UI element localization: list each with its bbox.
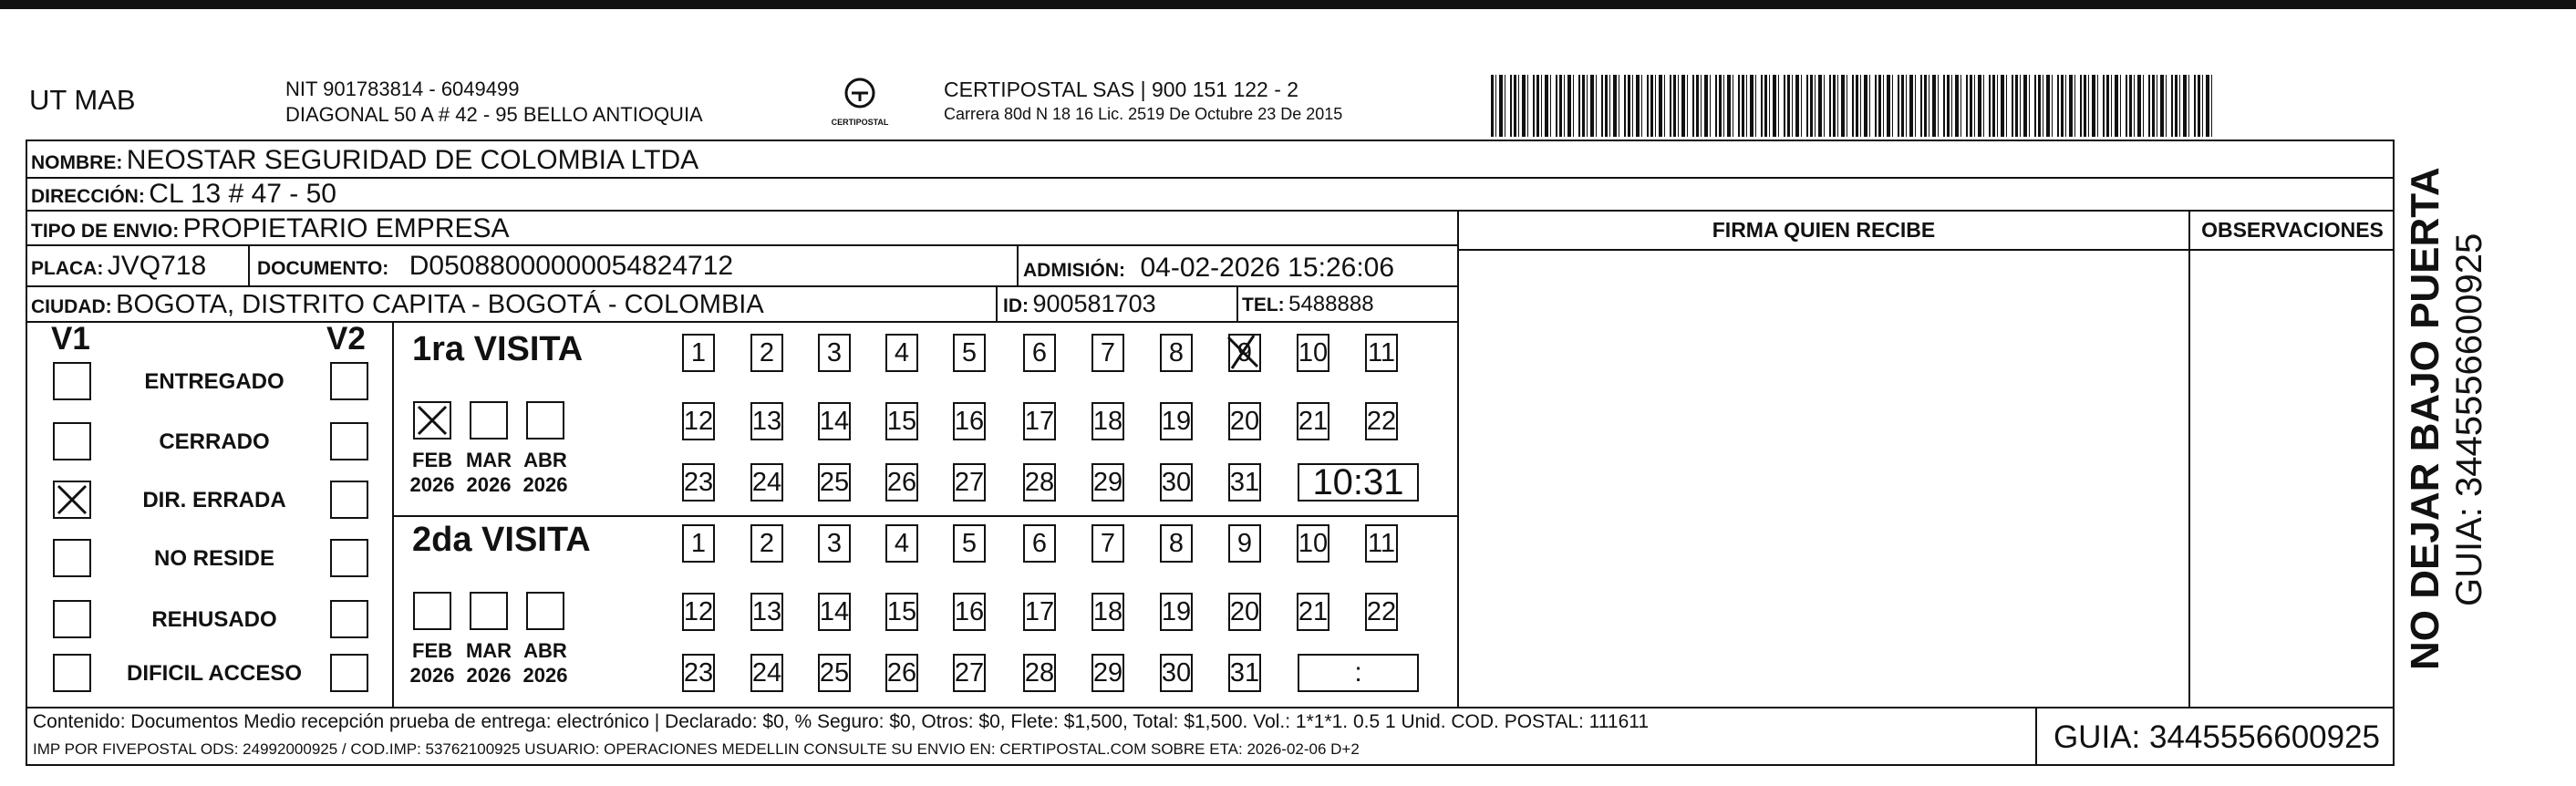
day-cell[interactable]: 17 bbox=[1023, 402, 1056, 440]
day-cell[interactable]: 14 bbox=[818, 402, 851, 440]
v1-checkbox[interactable] bbox=[53, 362, 91, 400]
month-year: 2026 bbox=[466, 664, 512, 687]
imp-text: IMP POR FIVEPOSTAL ODS: 24992000925 / COD.IMP: 53762100925 USUARIO: OPERACIONES MEDELLIN CONSULTE SU ENVIO EN: CERTIPOSTAL.COM SOBRE ETA: 2026-02-06 D+2 bbox=[33, 740, 1360, 758]
col-divider bbox=[2035, 707, 2037, 766]
month-year: 2026 bbox=[409, 473, 455, 496]
row-divider bbox=[26, 285, 1457, 287]
top-edge bbox=[0, 0, 2576, 9]
month-name: FEB bbox=[412, 639, 452, 662]
day-cell[interactable]: 22 bbox=[1365, 593, 1398, 631]
visit-title: 1ra VISITA bbox=[412, 330, 584, 368]
day-cell[interactable]: 25 bbox=[818, 463, 851, 502]
ciudad-value: BOGOTA, DISTRITO CAPITA - BOGOTÁ - COLOMBIA bbox=[116, 290, 764, 319]
day-cell[interactable]: 1 bbox=[682, 334, 715, 372]
tipo-label: TIPO DE ENVIO: bbox=[31, 221, 180, 242]
day-cell[interactable]: 2 bbox=[750, 334, 783, 372]
side-warning: NO DEJAR BAJO PUERTA bbox=[2403, 167, 2447, 670]
month-year: 2026 bbox=[522, 473, 568, 496]
certipostal-logo bbox=[828, 77, 892, 127]
v1-checkbox[interactable] bbox=[53, 422, 91, 460]
day-cell[interactable]: 30 bbox=[1160, 654, 1193, 692]
day-cell[interactable]: 15 bbox=[885, 402, 918, 440]
v1-checkbox[interactable] bbox=[53, 654, 91, 692]
day-cell[interactable]: 23 bbox=[682, 654, 715, 692]
day-cell[interactable]: 24 bbox=[750, 463, 783, 502]
month-label bbox=[460, 448, 518, 497]
day-cell[interactable]: 12 bbox=[682, 593, 715, 631]
id-value: 900581703 bbox=[1032, 290, 1156, 317]
month-checkbox[interactable] bbox=[526, 401, 564, 440]
month-year: 2026 bbox=[466, 473, 512, 496]
visit-divider bbox=[392, 515, 1457, 517]
observations-area[interactable] bbox=[2190, 251, 2393, 705]
v2-checkbox[interactable] bbox=[330, 539, 368, 577]
status-label: DIFICIL ACCESO bbox=[126, 661, 302, 686]
day-cell[interactable]: 22 bbox=[1365, 402, 1398, 440]
tipo-row bbox=[31, 213, 510, 244]
row-divider bbox=[26, 210, 2395, 212]
col-divider bbox=[996, 285, 998, 321]
day-cell[interactable]: 1 bbox=[682, 524, 715, 563]
row-divider bbox=[26, 244, 1457, 246]
observaciones-header: OBSERVACIONES bbox=[2201, 218, 2384, 242]
day-cell[interactable]: 14 bbox=[818, 593, 851, 631]
day-cell[interactable]: 9 bbox=[1228, 524, 1261, 563]
status-label: DIR. ERRADA bbox=[142, 488, 286, 512]
month-label bbox=[516, 448, 574, 497]
v1-checkbox[interactable] bbox=[53, 481, 91, 519]
day-cell[interactable]: 8 bbox=[1160, 334, 1193, 372]
month-year: 2026 bbox=[522, 664, 568, 687]
v1-checkbox[interactable] bbox=[53, 539, 91, 577]
company-name: CERTIPOSTAL SAS | 900 151 122 - 2 bbox=[944, 78, 1299, 101]
row-divider bbox=[26, 321, 1457, 323]
logo-icon bbox=[840, 77, 880, 113]
id-label: ID: bbox=[1003, 295, 1029, 316]
direccion-value: CL 13 # 47 - 50 bbox=[149, 179, 336, 209]
barcode bbox=[1491, 75, 2216, 137]
day-cell[interactable]: 3 bbox=[818, 334, 851, 372]
footer-guia: GUIA: 3445556600925 bbox=[2053, 719, 2381, 755]
day-cell[interactable]: 13 bbox=[750, 593, 783, 631]
tel-label: TEL: bbox=[1242, 295, 1285, 315]
day-cell[interactable]: 6 bbox=[1023, 334, 1056, 372]
day-cell[interactable]: 19 bbox=[1160, 402, 1193, 440]
sender-nit: NIT 901783814 - 6049499 bbox=[285, 78, 520, 100]
company-address: Carrera 80d N 18 16 Lic. 2519 De Octubre 23 De 2015 bbox=[944, 105, 1343, 123]
sender-title: UT MAB bbox=[29, 84, 136, 116]
day-cell[interactable]: 5 bbox=[953, 334, 986, 372]
tel-value: 5488888 bbox=[1288, 292, 1374, 316]
col-divider bbox=[248, 244, 250, 285]
time-field[interactable]: 10:31 bbox=[1298, 463, 1419, 502]
day-cell[interactable]: 29 bbox=[1091, 463, 1124, 502]
documento-row bbox=[257, 251, 733, 282]
v2-checkbox[interactable] bbox=[330, 600, 368, 638]
col-divider bbox=[392, 321, 394, 707]
day-cell[interactable]: 13 bbox=[750, 402, 783, 440]
month-checkbox[interactable] bbox=[470, 592, 508, 630]
day-cell[interactable]: 7 bbox=[1091, 524, 1124, 563]
day-cell[interactable]: 24 bbox=[750, 654, 783, 692]
day-cell[interactable]: 18 bbox=[1091, 593, 1124, 631]
documento-value: D05088000000054824712 bbox=[409, 251, 734, 281]
day-cell[interactable]: 8 bbox=[1160, 524, 1193, 563]
day-cell[interactable]: 21 bbox=[1297, 402, 1329, 440]
visit-title: 2da VISITA bbox=[412, 521, 591, 559]
v2-checkbox[interactable] bbox=[330, 422, 368, 460]
day-cell[interactable]: 16 bbox=[953, 593, 986, 631]
month-name: ABR bbox=[523, 449, 567, 471]
day-cell[interactable]: 12 bbox=[682, 402, 715, 440]
nombre-value: NEOSTAR SEGURIDAD DE COLOMBIA LTDA bbox=[126, 145, 699, 175]
col-divider bbox=[1236, 285, 1238, 321]
v1-header: V1 bbox=[51, 321, 90, 357]
day-cell[interactable]: 28 bbox=[1023, 654, 1056, 692]
placa-value: JVQ718 bbox=[107, 251, 207, 281]
month-label bbox=[403, 448, 461, 497]
day-cell[interactable]: 27 bbox=[953, 654, 986, 692]
month-name: FEB bbox=[412, 449, 452, 471]
day-cell[interactable]: 25 bbox=[818, 654, 851, 692]
direccion-row bbox=[31, 179, 336, 210]
status-label: ENTREGADO bbox=[144, 369, 284, 394]
day-cell[interactable]: 28 bbox=[1023, 463, 1056, 502]
month-name: MAR bbox=[465, 639, 512, 662]
row-divider bbox=[26, 177, 2395, 179]
firma-header: FIRMA QUIEN RECIBE bbox=[1712, 218, 1936, 242]
day-cell[interactable]: 10 bbox=[1297, 524, 1329, 563]
day-cell[interactable]: 4 bbox=[885, 524, 918, 563]
v2-checkbox[interactable] bbox=[330, 654, 368, 692]
ciudad-row bbox=[31, 290, 764, 320]
month-checkbox[interactable] bbox=[413, 401, 451, 440]
day-cell[interactable]: 4 bbox=[885, 334, 918, 372]
month-checkbox[interactable] bbox=[470, 401, 508, 440]
day-cell[interactable]: 31 bbox=[1228, 463, 1261, 502]
day-cell[interactable]: 26 bbox=[885, 463, 918, 502]
day-cell[interactable]: 31 bbox=[1228, 654, 1261, 692]
day-cell[interactable]: 29 bbox=[1091, 654, 1124, 692]
day-cell[interactable]: 30 bbox=[1160, 463, 1193, 502]
day-cell[interactable]: 18 bbox=[1091, 402, 1124, 440]
month-label bbox=[460, 638, 518, 688]
col-divider bbox=[1017, 244, 1019, 285]
month-year: 2026 bbox=[409, 664, 455, 687]
day-cell[interactable]: 26 bbox=[885, 654, 918, 692]
time-field[interactable]: : bbox=[1298, 654, 1419, 692]
status-label: REHUSADO bbox=[151, 607, 277, 632]
day-cell[interactable]: 7 bbox=[1091, 334, 1124, 372]
day-cell[interactable]: 23 bbox=[682, 463, 715, 502]
nombre-row bbox=[31, 145, 698, 176]
day-cell[interactable]: 3 bbox=[818, 524, 851, 563]
tipo-value: PROPIETARIO EMPRESA bbox=[182, 213, 510, 243]
admision-value: 04-02-2026 15:26:06 bbox=[1140, 253, 1395, 283]
logo-text: CERTIPOSTAL bbox=[831, 118, 889, 127]
tel-row bbox=[1242, 292, 1374, 317]
admision-row bbox=[1023, 253, 1394, 284]
v2-checkbox[interactable] bbox=[330, 481, 368, 519]
day-cell[interactable]: 19 bbox=[1160, 593, 1193, 631]
direccion-label: DIRECCIÓN: bbox=[31, 186, 145, 207]
day-cell[interactable]: 2 bbox=[750, 524, 783, 563]
side-guia: GUIA: 3445556600925 bbox=[2449, 233, 2489, 606]
status-label: NO RESIDE bbox=[153, 546, 275, 571]
day-cell[interactable]: 15 bbox=[885, 593, 918, 631]
row-divider bbox=[26, 707, 2395, 708]
month-checkbox[interactable] bbox=[413, 592, 451, 630]
v2-checkbox[interactable] bbox=[330, 362, 368, 400]
day-cell[interactable]: 27 bbox=[953, 463, 986, 502]
sender-address: DIAGONAL 50 A # 42 - 95 BELLO ANTIOQUIA bbox=[285, 103, 703, 126]
day-cell[interactable]: 20 bbox=[1228, 402, 1261, 440]
month-checkbox[interactable] bbox=[526, 592, 564, 630]
documento-label: DOCUMENTO: bbox=[257, 258, 389, 279]
placa-row bbox=[31, 251, 206, 282]
contenido-text: Contenido: Documentos Medio recepción prueba de entrega: electrónico | Declarado: $0, % Seguro: $0, Otros: $0, Flete: $1,500, Total: $1,500. Vol.: 1*1*1. 0.5 1 Unid. COD. POSTAL: 111611 bbox=[33, 711, 1650, 732]
month-label bbox=[403, 638, 461, 688]
day-cell[interactable]: 11 bbox=[1365, 524, 1398, 563]
day-cell[interactable]: 11 bbox=[1365, 334, 1398, 372]
ciudad-label: CIUDAD: bbox=[31, 296, 112, 317]
admision-label: ADMISIÓN: bbox=[1023, 260, 1125, 281]
month-label bbox=[516, 638, 574, 688]
day-cell[interactable]: 5 bbox=[953, 524, 986, 563]
v2-header: V2 bbox=[326, 321, 366, 357]
day-cell[interactable]: 21 bbox=[1297, 593, 1329, 631]
nombre-label: NOMBRE: bbox=[31, 152, 123, 173]
day-cell[interactable]: 10 bbox=[1297, 334, 1329, 372]
placa-label: PLACA: bbox=[31, 258, 104, 279]
day-cell[interactable]: 6 bbox=[1023, 524, 1056, 563]
day-cell[interactable]: 16 bbox=[953, 402, 986, 440]
month-name: MAR bbox=[465, 449, 512, 471]
day-cell[interactable]: 17 bbox=[1023, 593, 1056, 631]
signature-area[interactable] bbox=[1459, 251, 2187, 705]
status-label: CERRADO bbox=[159, 429, 270, 454]
month-name: ABR bbox=[523, 639, 567, 662]
day-cell[interactable]: 20 bbox=[1228, 593, 1261, 631]
v1-checkbox[interactable] bbox=[53, 600, 91, 638]
day-cell[interactable]: 9 bbox=[1228, 334, 1261, 372]
id-row bbox=[1003, 290, 1156, 318]
